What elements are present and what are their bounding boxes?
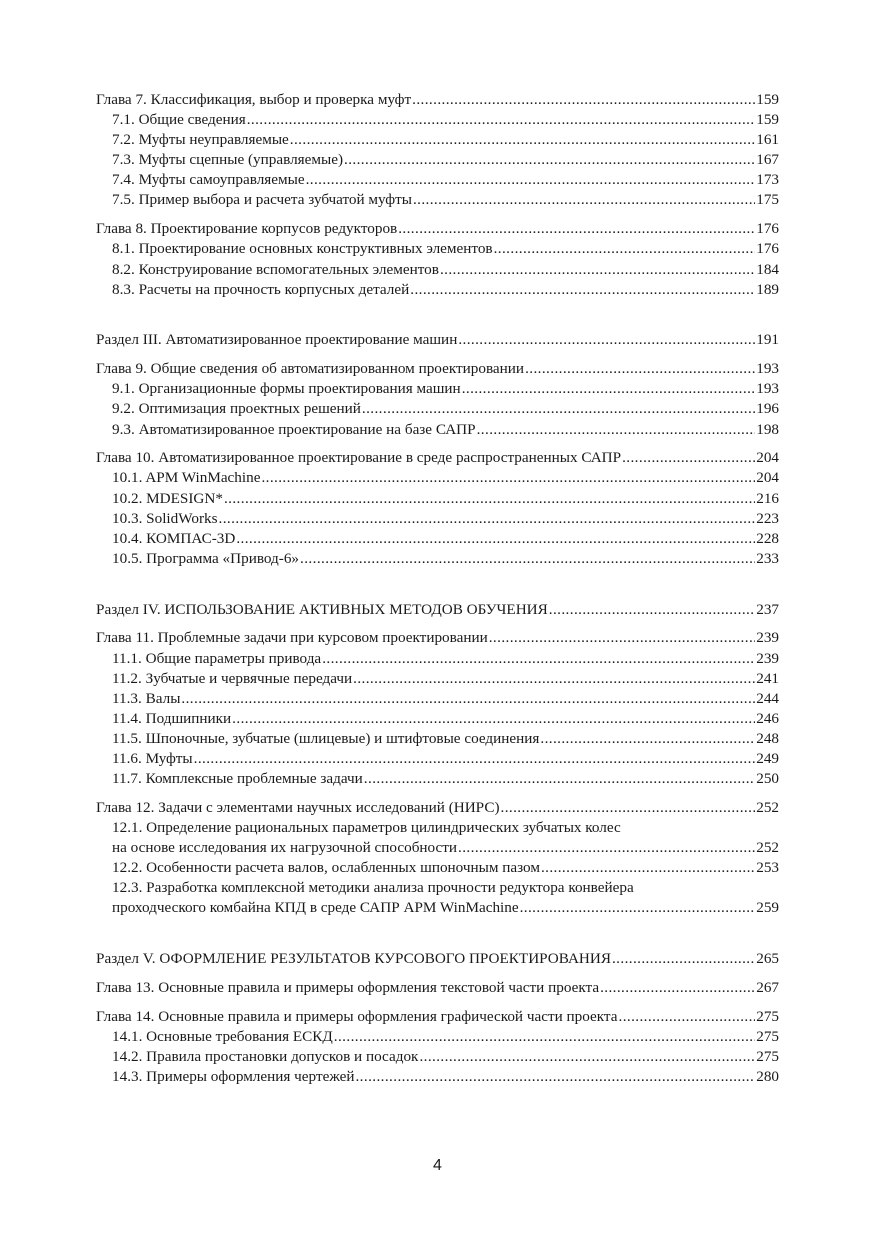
toc-entry-page: 253 xyxy=(756,859,779,877)
toc-dot-leader xyxy=(247,110,756,130)
toc-entry-title: 11.4. Подшипники xyxy=(112,709,232,727)
toc-dot-leader xyxy=(600,978,755,998)
toc-chapter-11[interactable] xyxy=(96,628,779,648)
toc-dot-leader xyxy=(236,529,755,549)
toc-section-5[interactable] xyxy=(96,949,779,969)
toc-entry-title: Глава 9. Общие сведения об автоматизированном проектировании xyxy=(96,360,525,378)
toc-item-9-1[interactable] xyxy=(96,379,779,399)
toc-dot-leader xyxy=(489,628,755,648)
toc-chapter-12[interactable] xyxy=(96,798,779,818)
toc-section-3[interactable] xyxy=(96,330,779,350)
toc-dot-leader xyxy=(440,260,755,280)
toc-dot-leader xyxy=(612,949,755,969)
toc-entry-title: 14.2. Правила простановки допусков и посадок xyxy=(112,1048,419,1066)
toc-entry-page: 204 xyxy=(756,449,779,467)
toc-item-12-3-line1[interactable]: 12.3. Разработка комплексной методики анализа прочности редуктора конвейера xyxy=(112,879,634,897)
toc-dot-leader xyxy=(412,90,755,110)
toc-entry-page: 184 xyxy=(756,260,779,278)
toc-dot-leader xyxy=(619,1007,756,1027)
toc-chapter-10[interactable] xyxy=(96,448,779,468)
toc-dot-leader xyxy=(219,509,756,529)
toc-entry-page: 267 xyxy=(756,979,779,997)
toc-entry-page: 159 xyxy=(756,91,779,108)
toc-dot-leader xyxy=(494,239,756,259)
toc-dot-leader xyxy=(398,219,755,239)
toc-entry-title: 7.4. Муфты самоуправляемые xyxy=(112,171,305,189)
toc-item-12-1-line1[interactable]: 12.1. Определение рациональных параметров цилиндрических зубчатых колес xyxy=(112,819,621,837)
toc-dot-leader xyxy=(458,838,755,858)
toc-entry-title: 8.1. Проектирование основных конструктивных элементов xyxy=(112,240,493,258)
toc-item-10-5[interactable] xyxy=(96,549,779,569)
toc-item-8-1[interactable] xyxy=(96,239,779,259)
table-of-contents xyxy=(96,90,779,1087)
spacer xyxy=(96,919,779,950)
toc-entry-title: на основе исследования их нагрузочной способности xyxy=(112,839,458,857)
toc-entry-page: 250 xyxy=(756,770,779,788)
toc-entry-page: 275 xyxy=(756,1028,779,1046)
toc-entry-title: 10.2. MDESIGN* xyxy=(112,489,223,507)
toc-entry-page: 228 xyxy=(756,529,779,547)
toc-item-11-5[interactable] xyxy=(96,729,779,749)
toc-item-11-1[interactable] xyxy=(96,649,779,669)
toc-entry-title: проходческого комбайна КПД в среде САПР APM WinMachine xyxy=(112,899,519,917)
toc-dot-leader xyxy=(364,769,755,789)
toc-dot-leader xyxy=(419,1047,755,1067)
spacer xyxy=(96,569,779,600)
toc-item-10-3[interactable] xyxy=(96,509,779,529)
toc-item-11-7[interactable] xyxy=(96,769,779,789)
toc-chapter-7[interactable] xyxy=(96,90,779,110)
toc-item-12-2[interactable] xyxy=(96,858,779,878)
toc-dot-leader xyxy=(322,649,755,669)
spacer xyxy=(96,998,779,1007)
toc-chapter-9[interactable] xyxy=(96,359,779,379)
toc-entry-page: 196 xyxy=(756,400,779,418)
toc-entry-page: 193 xyxy=(756,360,779,378)
toc-entry-page: 175 xyxy=(756,191,779,209)
toc-item-11-4[interactable] xyxy=(96,709,779,729)
page-number: 4 xyxy=(433,1157,442,1174)
spacer xyxy=(96,969,779,978)
toc-item-11-3[interactable] xyxy=(96,689,779,709)
toc-item-9-3[interactable] xyxy=(96,420,779,440)
toc-entry-page: 237 xyxy=(756,600,779,618)
toc-entry-title: 14.3. Примеры оформления чертежей xyxy=(112,1068,355,1086)
toc-entry-page: 244 xyxy=(756,689,779,707)
spacer xyxy=(96,350,779,359)
toc-dot-leader xyxy=(525,359,755,379)
toc-dot-leader xyxy=(334,1027,755,1047)
toc-entry-page: 204 xyxy=(756,469,779,487)
toc-entry-title: Глава 12. Задачи с элементами научных исследований (НИРС) xyxy=(96,798,500,816)
toc-item-8-3[interactable] xyxy=(96,280,779,300)
toc-entry-title: 11.6. Муфты xyxy=(112,750,193,767)
toc-entry-page: 176 xyxy=(756,220,779,238)
toc-section-4[interactable] xyxy=(96,600,779,620)
toc-entry-page: 161 xyxy=(756,131,779,149)
toc-item-10-4[interactable] xyxy=(96,529,779,549)
toc-entry-title: 7.3. Муфты сцепные (управляемые) xyxy=(112,151,344,169)
toc-entry-page: 241 xyxy=(756,669,779,687)
toc-dot-leader xyxy=(261,468,755,488)
toc-dot-leader xyxy=(290,130,755,150)
toc-entry-title: Раздел V. ОФОРМЛЕНИЕ РЕЗУЛЬТАТОВ КУРСОВОГО ПРОЕКТИРОВАНИЯ xyxy=(96,950,611,968)
toc-entry-page: 223 xyxy=(756,509,779,527)
toc-entry-page: 265 xyxy=(756,950,779,968)
toc-dot-leader xyxy=(344,150,755,170)
toc-entry-title: Раздел III. Автоматизированное проектирование машин xyxy=(96,331,458,349)
toc-entry-page: 198 xyxy=(756,420,779,438)
toc-entry-title: 9.3. Автоматизированное проектирование на базе САПР xyxy=(112,420,476,438)
toc-dot-leader xyxy=(413,190,755,210)
toc-dot-leader xyxy=(232,709,755,729)
toc-item-7-4[interactable] xyxy=(96,170,779,190)
toc-dot-leader xyxy=(520,898,756,918)
toc-item-7-5[interactable] xyxy=(96,190,779,210)
toc-item-11-2[interactable] xyxy=(96,669,779,689)
toc-item-10-1[interactable] xyxy=(96,468,779,488)
toc-entry-title: 11.3. Валы xyxy=(112,689,181,707)
toc-dot-leader xyxy=(224,489,755,509)
toc-entry-title: Глава 14. Основные правила и примеры оформления графической части проекта xyxy=(96,1007,618,1025)
toc-dot-leader xyxy=(300,549,755,569)
spacer xyxy=(96,211,779,220)
toc-entry-page: 159 xyxy=(756,111,779,129)
toc-item-14-3[interactable] xyxy=(96,1067,779,1087)
spacer xyxy=(96,620,779,629)
toc-dot-leader xyxy=(541,858,755,878)
toc-dot-leader xyxy=(362,399,755,419)
toc-entry-page: 275 xyxy=(756,1007,779,1025)
toc-entry-title: 8.3. Расчеты на прочность корпусных деталей xyxy=(112,280,410,298)
toc-dot-leader xyxy=(306,170,756,190)
toc-item-7-1[interactable] xyxy=(96,110,779,130)
toc-entry-title: 8.2. Конструирование вспомогательных элементов xyxy=(112,260,439,278)
toc-dot-leader xyxy=(181,689,755,709)
toc-entry-page: 259 xyxy=(756,899,779,917)
toc-item-11-6[interactable] xyxy=(96,749,779,769)
toc-dot-leader xyxy=(353,669,755,689)
toc-entry-page: 191 xyxy=(756,331,779,349)
toc-entry-page: 193 xyxy=(756,380,779,398)
toc-item-7-3[interactable] xyxy=(96,150,779,170)
toc-entry-page: 252 xyxy=(756,839,779,857)
toc-entry-title: 11.5. Шпоночные, зубчатые (шлицевые) и штифтовые соединения xyxy=(112,729,540,747)
toc-entry-title: 10.3. SolidWorks xyxy=(112,509,218,527)
toc-dot-leader xyxy=(355,1067,755,1087)
toc-dot-leader xyxy=(477,420,756,440)
toc-item-14-2[interactable] xyxy=(96,1047,779,1067)
toc-entry-page: 189 xyxy=(756,280,779,298)
toc-dot-leader xyxy=(501,798,756,818)
spacer xyxy=(96,440,779,449)
toc-entry-title: Раздел IV. ИСПОЛЬЗОВАНИЕ АКТИВНЫХ МЕТОДОВ ОБУЧЕНИЯ xyxy=(96,600,548,618)
toc-chapter-13[interactable] xyxy=(96,978,779,998)
toc-item-9-2[interactable] xyxy=(96,399,779,419)
toc-entry-title: Глава 11. Проблемные задачи при курсовом проектировании xyxy=(96,629,488,647)
toc-entry-title: Глава 13. Основные правила и примеры оформления текстовой части проекта xyxy=(96,979,600,997)
toc-entry-page: 239 xyxy=(756,629,779,647)
toc-entry-title: 11.2. Зубчатые и червячные передачи xyxy=(112,669,353,687)
toc-item-12-3[interactable] xyxy=(96,898,779,918)
toc-chapter-8[interactable] xyxy=(96,219,779,239)
toc-entry-page: 246 xyxy=(756,709,779,727)
toc-item-8-2[interactable] xyxy=(96,260,779,280)
toc-chapter-14[interactable] xyxy=(96,1007,779,1027)
toc-entry-page: 280 xyxy=(756,1068,779,1086)
toc-item-12-1[interactable] xyxy=(96,838,779,858)
toc-entry-title: 7.1. Общие сведения xyxy=(112,111,246,129)
toc-entry-page: 216 xyxy=(756,489,779,507)
toc-entry-title: 7.2. Муфты неуправляемые xyxy=(112,131,289,149)
toc-entry-title: 14.1. Основные требования ЕСКД xyxy=(112,1028,333,1046)
toc-entry-title: Глава 7. Классификация, выбор и проверка муфт xyxy=(96,91,412,108)
toc-entry-title: 9.1. Организационные формы проектирования машин xyxy=(112,380,461,398)
toc-entry-page: 239 xyxy=(756,649,779,667)
toc-entry-page: 249 xyxy=(756,750,779,767)
toc-entry-page: 167 xyxy=(756,151,779,169)
toc-entry-page: 173 xyxy=(756,171,779,189)
toc-dot-leader xyxy=(194,749,756,769)
toc-entry-page: 252 xyxy=(756,798,779,816)
toc-item-7-2[interactable] xyxy=(96,130,779,150)
toc-entry-page: 176 xyxy=(756,240,779,258)
toc-entry-page: 248 xyxy=(756,729,779,747)
toc-entry-page: 275 xyxy=(756,1048,779,1066)
toc-dot-leader xyxy=(410,280,755,300)
toc-item-14-1[interactable] xyxy=(96,1027,779,1047)
toc-entry-title: 10.1. APM WinMachine xyxy=(112,469,261,487)
toc-item-10-2[interactable] xyxy=(96,489,779,509)
toc-entry-title: Глава 10. Автоматизированное проектирование в среде распространенных САПР xyxy=(96,449,622,467)
toc-entry-title: 12.2. Особенности расчета валов, ослабленных шпоночным пазом xyxy=(112,859,540,877)
toc-entry-title: 9.2. Оптимизация проектных решений xyxy=(112,400,361,418)
toc-dot-leader xyxy=(622,448,755,468)
toc-entry-title: 10.5. Программа «Привод-6» xyxy=(112,549,300,567)
toc-entry-title: 10.4. КОМПАС-3D xyxy=(112,529,236,547)
spacer xyxy=(96,300,779,331)
toc-entry-title: 11.1. Общие параметры привода xyxy=(112,649,322,667)
spacer xyxy=(96,789,779,798)
toc-entry-title: Глава 8. Проектирование корпусов редукторов xyxy=(96,220,398,238)
toc-entry-title: 11.7. Комплексные проблемные задачи xyxy=(112,770,363,788)
toc-dot-leader xyxy=(549,600,755,620)
toc-dot-leader xyxy=(462,379,756,399)
toc-dot-leader xyxy=(540,729,755,749)
toc-entry-title: 7.5. Пример выбора и расчета зубчатой муфты xyxy=(112,191,412,209)
toc-entry-page: 233 xyxy=(756,549,779,567)
toc-dot-leader xyxy=(458,330,755,350)
